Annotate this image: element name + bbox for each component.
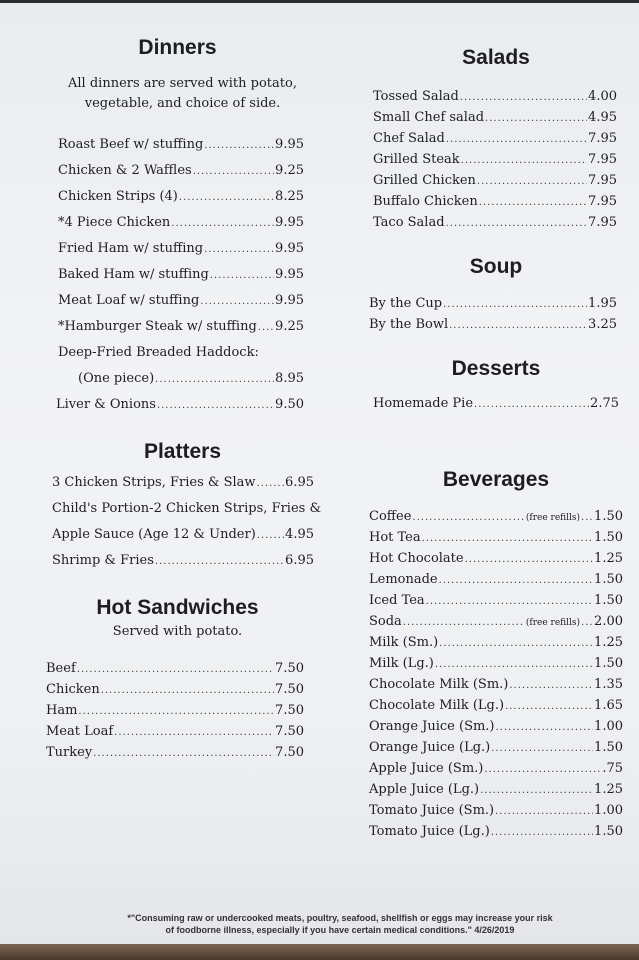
leader-dots: [193, 159, 274, 185]
menu-item: [369, 569, 623, 590]
item-price: 3.25: [588, 317, 617, 332]
item-name: Apple Sauce (Age 12 & Under): [52, 527, 256, 542]
leader-dots: [495, 801, 593, 822]
item-name: By the Bowl: [369, 317, 449, 332]
item-name: Liver & Onions: [56, 397, 156, 412]
menu-item: [369, 737, 623, 758]
menu-item: [369, 611, 623, 632]
leader-dots: [101, 680, 274, 701]
haddock-heading: Deep-Fried Breaded Haddock:: [58, 345, 259, 360]
left-column: [40, 36, 325, 763]
item-name: Soda: [369, 614, 402, 629]
item-name: Meat Loaf: [46, 724, 114, 739]
item-name: Hot Chocolate: [369, 551, 464, 566]
item-name: Meat Loaf w/ stuffing: [58, 293, 200, 308]
item-price: 7.50: [275, 703, 304, 718]
item-name: Ham: [46, 703, 78, 718]
platters-title: Platters: [143, 440, 222, 463]
item-price: 4.00: [588, 89, 617, 104]
leader-dots: [581, 507, 593, 528]
menu-item: [373, 212, 617, 233]
menu-item: [46, 700, 304, 721]
item-name: (One piece): [78, 371, 155, 386]
leader-dots: [479, 192, 587, 213]
dinners-list: [40, 132, 304, 418]
menu-item: [369, 800, 623, 821]
item-price: 1.00: [594, 803, 623, 818]
item-name: 3 Chicken Strips, Fries & Slaw: [52, 475, 256, 490]
item-name: Turkey: [46, 745, 93, 760]
item-name: Milk (Lg.): [369, 656, 434, 671]
leader-dots: [505, 696, 593, 717]
menu-item: [373, 86, 617, 107]
menu-item: [46, 658, 304, 679]
item-price: 1.25: [594, 782, 623, 797]
menu-item: [52, 470, 314, 496]
item-name: Buffalo Chicken: [373, 194, 478, 209]
menu-item-line: [52, 496, 322, 522]
menu-item: [373, 107, 617, 128]
item-name: Beef: [46, 661, 76, 676]
menu-item: [373, 170, 617, 191]
item-price: 1.50: [594, 509, 623, 524]
leader-dots: [509, 675, 593, 696]
menu-item: [369, 590, 623, 611]
menu-item: [52, 548, 314, 574]
soup-title: Soup: [469, 255, 523, 278]
item-name: Grilled Chicken: [373, 173, 476, 188]
leader-dots: [491, 738, 593, 759]
leader-dots: [491, 822, 593, 843]
item-name: Tossed Salad: [373, 89, 459, 104]
item-price: 8.25: [275, 189, 304, 204]
leader-dots: [443, 294, 587, 315]
item-name: Tomato Juice (Sm.): [369, 803, 495, 818]
leader-dots: [257, 523, 284, 549]
item-price: 6.95: [285, 553, 314, 568]
menu-item: [369, 548, 623, 569]
item-name: Chef Salad: [373, 131, 445, 146]
item-price: 9.25: [275, 163, 304, 178]
menu-item: [373, 149, 617, 170]
menu-item: [373, 128, 617, 149]
menu-item-heading: [58, 340, 304, 366]
dinners-subtitle-line1: All dinners are served with potato,: [68, 76, 297, 91]
beverages-title: Beverages: [442, 468, 550, 491]
menu-item: [58, 366, 304, 392]
item-name: Lemonade: [369, 572, 438, 587]
item-price: 1.95: [588, 296, 617, 311]
item-name: Hot Tea: [369, 530, 421, 545]
salads-title: Salads: [462, 46, 530, 69]
item-name: Chicken & 2 Waffles: [58, 163, 192, 178]
item-price: 6.95: [285, 475, 314, 490]
item-name: Taco Salad: [373, 215, 445, 230]
leader-dots: [204, 133, 274, 159]
menu-item: [369, 506, 623, 527]
leader-dots: [446, 213, 588, 234]
item-name: Homemade Pie: [373, 396, 474, 411]
item-price: 1.50: [594, 740, 623, 755]
item-name: Chicken Strips (4): [58, 189, 178, 204]
menu-item: [373, 393, 619, 414]
beverages-list: [365, 506, 623, 842]
leader-dots: [93, 743, 274, 764]
disclaimer-line1: *"Consuming raw or undercooked meats, poultry, seafood, shellfish or eggs may increase your risk: [127, 913, 553, 923]
item-price: 7.95: [588, 215, 617, 230]
menu-item: [46, 721, 304, 742]
item-price: 7.95: [588, 194, 617, 209]
menu-item: [369, 314, 617, 335]
leader-dots: [403, 612, 525, 633]
dinners-title: Dinners: [138, 36, 217, 59]
leader-dots: [461, 150, 587, 171]
leader-dots: [435, 654, 593, 675]
item-price: 9.95: [275, 293, 304, 308]
hot-sandwiches-subtitle: Served with potato.: [112, 624, 243, 639]
menu-item: [369, 293, 617, 314]
item-price: 7.95: [588, 173, 617, 188]
item-name: Chocolate Milk (Lg.): [369, 698, 505, 713]
item-name: By the Cup: [369, 296, 443, 311]
item-price: 9.25: [275, 319, 304, 334]
salads-list: [365, 86, 617, 233]
leader-dots: [460, 87, 587, 108]
menu-item: [58, 210, 304, 236]
disclaimer-line2: of foodborne illness, especially if you have certain medical conditions." 4/26/2019: [165, 925, 515, 935]
item-name: Orange Juice (Lg.): [369, 740, 491, 755]
table-surface: [0, 944, 639, 960]
leader-dots: [412, 507, 524, 528]
item-note: (free refills): [525, 618, 581, 628]
leader-dots: [157, 393, 274, 419]
leader-dots: [581, 612, 593, 633]
item-name: Milk (Sm.): [369, 635, 439, 650]
item-name: Apple Juice (Lg.): [369, 782, 480, 797]
menu-item: [58, 158, 304, 184]
item-name: Apple Juice (Sm.): [369, 761, 484, 776]
item-name-line1: Child's Portion-2 Chicken Strips, Fries &: [52, 501, 322, 516]
item-price: 1.35: [594, 677, 623, 692]
leader-dots: [179, 185, 274, 211]
leader-dots: [426, 591, 593, 612]
item-price: 7.95: [588, 131, 617, 146]
item-name: Iced Tea: [369, 593, 425, 608]
menu-item: [52, 522, 314, 548]
item-name: Tomato Juice (Lg.): [369, 824, 490, 839]
leader-dots: [449, 315, 587, 336]
item-price: 1.25: [594, 551, 623, 566]
item-price: 7.50: [275, 745, 304, 760]
item-name: Coffee: [369, 509, 412, 524]
item-price: 7.50: [275, 661, 304, 676]
leader-dots: [439, 570, 593, 591]
item-price: 1.50: [594, 656, 623, 671]
menu-item: [369, 779, 623, 800]
menu-item: [369, 653, 623, 674]
leader-dots: [474, 394, 589, 415]
item-name: Orange Juice (Sm.): [369, 719, 495, 734]
item-price: 9.95: [275, 267, 304, 282]
item-price: 1.25: [594, 635, 623, 650]
item-name: *Hamburger Steak w/ stuffing: [58, 319, 257, 334]
leader-dots: [496, 717, 594, 738]
item-name: Grilled Steak: [373, 152, 460, 167]
menu-item: [369, 674, 623, 695]
leader-dots: [155, 367, 274, 393]
leader-dots: [484, 759, 601, 780]
item-name: *4 Piece Chicken: [58, 215, 171, 230]
leader-dots: [200, 289, 274, 315]
hot-sandwiches-list: [40, 658, 304, 763]
menu-item: [56, 392, 304, 418]
item-name: Small Chef salad: [373, 110, 485, 125]
item-price: 1.50: [594, 824, 623, 839]
menu-item: [58, 314, 304, 340]
item-price: 7.50: [275, 682, 304, 697]
leader-dots: [477, 171, 587, 192]
item-price: 1.50: [594, 593, 623, 608]
item-price: 1.00: [594, 719, 623, 734]
leader-dots: [204, 237, 274, 263]
leader-dots: [446, 129, 587, 150]
leader-dots: [439, 633, 593, 654]
menu-item: [369, 632, 623, 653]
item-name: Roast Beef w/ stuffing: [58, 137, 204, 152]
item-price: 1.65: [594, 698, 623, 713]
dinners-subtitle-line2: vegetable, and choice of side.: [84, 96, 281, 111]
menu-item: [373, 191, 617, 212]
menu-item: [369, 821, 623, 842]
leader-dots: [257, 471, 285, 497]
item-name: Chocolate Milk (Sm.): [369, 677, 509, 692]
item-note: (free refills): [525, 513, 581, 523]
menu-item: [369, 716, 623, 737]
item-name: Baked Ham w/ stuffing: [58, 267, 209, 282]
item-price: 7.50: [275, 724, 304, 739]
menu-item: [58, 288, 304, 314]
menu-item: [369, 695, 623, 716]
platters-list: [40, 470, 322, 574]
item-price: 9.50: [275, 397, 304, 412]
item-name: Shrimp & Fries: [52, 553, 154, 568]
item-price: 9.95: [275, 241, 304, 256]
item-name: Chicken: [46, 682, 100, 697]
item-price: 2.75: [590, 396, 619, 411]
item-price: .75: [602, 761, 623, 776]
menu-item: [58, 132, 304, 158]
item-price: 8.95: [275, 371, 304, 386]
leader-dots: [485, 108, 587, 129]
leader-dots: [465, 549, 593, 570]
health-disclaimer: [110, 912, 570, 936]
item-price: 7.95: [588, 152, 617, 167]
leader-dots: [78, 701, 274, 722]
soup-list: [365, 293, 617, 335]
leader-dots: [210, 263, 274, 289]
leader-dots: [114, 722, 274, 743]
leader-dots: [155, 549, 284, 575]
desserts-title: Desserts: [451, 357, 541, 380]
leader-dots: [77, 659, 274, 680]
menu-item: [369, 758, 623, 779]
item-price: 1.50: [594, 530, 623, 545]
menu-item: [58, 184, 304, 210]
menu-item: [58, 236, 304, 262]
leader-dots: [480, 780, 593, 801]
item-price: 9.95: [275, 215, 304, 230]
item-price: 9.95: [275, 137, 304, 152]
hot-sandwiches-title: Hot Sandwiches: [96, 596, 259, 619]
leader-dots: [422, 528, 593, 549]
desserts-list: [365, 393, 619, 414]
menu-item: [369, 527, 623, 548]
item-price: 1.50: [594, 572, 623, 587]
item-name: Fried Ham w/ stuffing: [58, 241, 204, 256]
item-price: 4.95: [588, 110, 617, 125]
menu-item: [46, 742, 304, 763]
right-column: [365, 46, 627, 842]
menu-item: [58, 262, 304, 288]
menu-item: [46, 679, 304, 700]
item-price: 2.00: [594, 614, 623, 629]
item-price: 4.95: [285, 527, 314, 542]
leader-dots: [171, 211, 274, 237]
leader-dots: [258, 315, 274, 341]
